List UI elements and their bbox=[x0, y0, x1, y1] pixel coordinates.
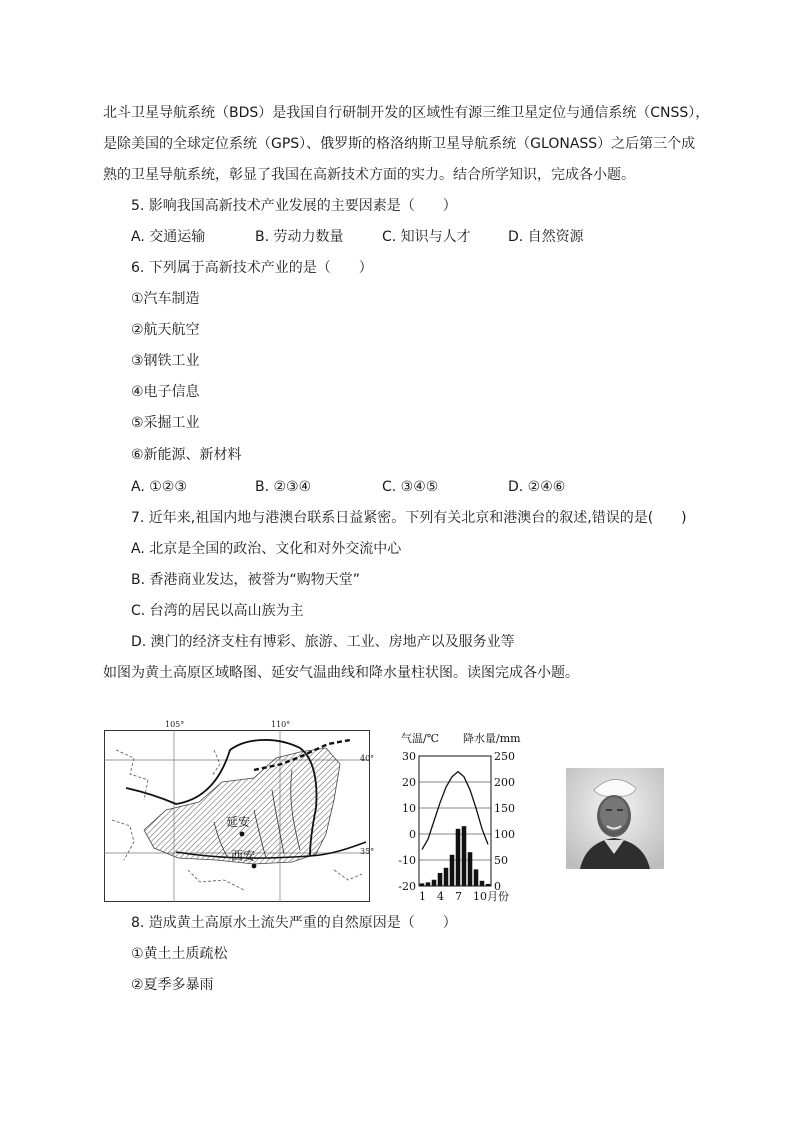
precipitation-bar bbox=[432, 880, 437, 886]
q6-item-4: ④电子信息 bbox=[131, 384, 200, 400]
climate-right-tick-label: 250 bbox=[494, 750, 515, 763]
map-label-yanan: 延安 bbox=[226, 815, 251, 829]
q5-option-d[interactable]: D. 自然资源 bbox=[508, 229, 584, 245]
q7-stem: 7. 近年来,祖国内地与港澳台联系日益紧密。下列有关北京和港澳台的叙述,错误的是( ) bbox=[131, 510, 687, 526]
q6-option-d[interactable]: D. ②④⑥ bbox=[508, 479, 566, 495]
climate-right-tick-label: 200 bbox=[494, 776, 515, 789]
climate-left-tick-label: 30 bbox=[402, 750, 416, 763]
climate-x-tick-label: 7 bbox=[455, 890, 462, 903]
q6-item-3: ③钢铁工业 bbox=[131, 353, 200, 369]
q8-stem: 8. 造成黄土高原水土流失严重的自然原因是（ ） bbox=[131, 915, 457, 931]
climate-right-tick-label: 150 bbox=[494, 802, 515, 815]
q6-option-b[interactable]: B. ②③④ bbox=[255, 479, 312, 495]
climate-right-tick-label: 50 bbox=[494, 854, 508, 867]
climate-left-tick-label: 10 bbox=[402, 802, 416, 815]
climate-left-tick-label: -10 bbox=[398, 854, 416, 867]
q8-item-1: ①黄土土质疏松 bbox=[131, 946, 228, 962]
climate-left-axis-title: 气温/℃ bbox=[401, 732, 440, 745]
precipitation-bar bbox=[456, 829, 461, 886]
climate-x-tick-label: 1 bbox=[419, 890, 426, 903]
map-lon-label-110: 110° bbox=[271, 720, 291, 729]
q7-option-c[interactable]: C. 台湾的居民以高山族为主 bbox=[131, 603, 304, 619]
loess-plateau-map bbox=[104, 720, 375, 902]
passage1-line3: 熟的卫星导航系统，彰显了我国在高新技术方面的实力。结合所学知识，完成各小题。 bbox=[103, 167, 635, 183]
climate-left-tick-label: -20 bbox=[398, 880, 416, 893]
q6-item-2: ②航天航空 bbox=[131, 322, 200, 338]
q5-option-c[interactable]: C. 知识与人才 bbox=[382, 229, 471, 245]
q8-item-2: ②夏季多暴雨 bbox=[131, 977, 214, 993]
precipitation-bar bbox=[462, 826, 467, 886]
q7-option-b[interactable]: B. 香港商业发达，被誉为“购物天堂” bbox=[131, 572, 361, 588]
climate-right-axis-title: 降水量/mm bbox=[463, 732, 521, 745]
q7-option-d[interactable]: D. 澳门的经济支柱有博彩、旅游、工业、房地产以及服务业等 bbox=[131, 634, 515, 650]
precipitation-bar bbox=[450, 855, 455, 886]
climate-left-tick-label: 20 bbox=[402, 776, 416, 789]
precipitation-bar bbox=[474, 869, 479, 886]
temperature-curve bbox=[422, 772, 488, 850]
q5-option-b[interactable]: B. 劳动力数量 bbox=[255, 229, 344, 245]
q6-option-c[interactable]: C. ③④⑤ bbox=[382, 479, 439, 495]
precipitation-bar bbox=[468, 852, 473, 886]
yanan-climate-chart bbox=[393, 728, 533, 906]
climate-right-tick-label: 0 bbox=[494, 880, 501, 893]
map-lon-label-105: 105° bbox=[165, 720, 185, 729]
precipitation-bar bbox=[480, 881, 485, 886]
q5-stem: 5. 影响我国高新技术产业发展的主要因素是（ ） bbox=[131, 198, 457, 214]
q6-stem: 6. 下列属于高新技术产业的是（ ） bbox=[131, 260, 373, 276]
precipitation-bar bbox=[426, 882, 431, 886]
precipitation-bar bbox=[438, 873, 443, 886]
q7-option-a[interactable]: A. 北京是全国的政治、文化和对外交流中心 bbox=[131, 541, 402, 557]
precipitation-bar bbox=[486, 884, 491, 886]
q6-item-5: ⑤采掘工业 bbox=[131, 415, 200, 431]
climate-right-tick-label: 100 bbox=[494, 828, 515, 841]
climate-x-tick-label: 10月份 bbox=[473, 890, 509, 903]
map-label-xian: 西安 bbox=[231, 849, 256, 863]
q6-item-1: ①汽车制造 bbox=[131, 291, 200, 307]
q5-option-a[interactable]: A. 交通运输 bbox=[131, 229, 206, 245]
q6-item-6: ⑥新能源、新材料 bbox=[131, 447, 242, 463]
precipitation-bar bbox=[420, 883, 425, 886]
precipitation-bar bbox=[444, 868, 449, 886]
map-lat-label-35: 35° bbox=[360, 847, 375, 856]
map-lat-label-40: 40° bbox=[360, 754, 375, 763]
q6-option-a[interactable]: A. ①②③ bbox=[131, 479, 187, 495]
passage2: 如图为黄土高原区域略图、延安气温曲线和降水量柱状图。读图完成各小题。 bbox=[103, 665, 579, 681]
passage1-line1: 北斗卫星导航系统（BDS）是我国自行研制开发的区域性有源三维卫星定位与通信系统（CNSS）， bbox=[103, 105, 710, 121]
climate-x-tick-label: 4 bbox=[437, 890, 444, 903]
farmer-photo bbox=[566, 768, 664, 869]
climate-left-tick-label: 0 bbox=[409, 828, 416, 841]
passage1-line2: 是除美国的全球定位系统（GPS）、俄罗斯的格洛纳斯卫星导航系统（GLONASS）之后第三个成 bbox=[103, 136, 696, 152]
